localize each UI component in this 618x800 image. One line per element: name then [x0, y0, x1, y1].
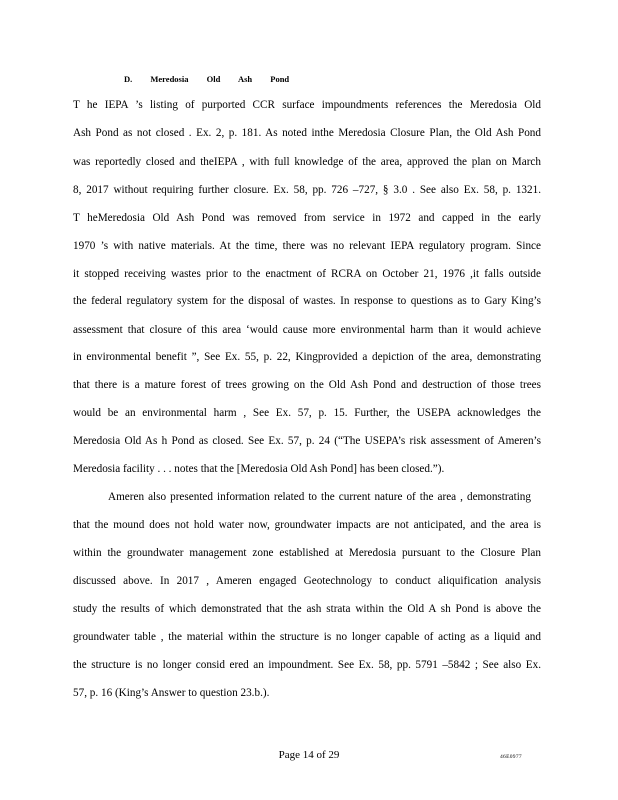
body-line-5: T heMeredosia Old Ash Pond was removed from service in 1972 and capped in the early: [73, 212, 541, 224]
body-line-17: within the groundwater management zone established at Meredosia pursuant to the Closure Plan: [73, 547, 541, 559]
body-line-11: that there is a mature forest of trees growing on the Old Ash Pond and destruction of those trees: [73, 379, 541, 391]
body-line-22: 57, p. 16 (King’s Answer to question 23.b.).: [73, 687, 270, 699]
body-line-14: Meredosia facility . . . notes that the [Meredosia Old Ash Pond] has been closed.”).: [73, 463, 445, 475]
body-line-8: the federal regulatory system for the disposal of wastes. In response to questions as to Gary King’s: [73, 295, 541, 307]
body-line-15: Ameren also presented information related to the current nature of the area , demonstrating: [108, 491, 531, 503]
body-line-2: Ash Pond as not closed . Ex. 2, p. 181. As noted inthe Meredosia Closure Plan, the Old Ash Pond: [73, 127, 541, 139]
body-line-13: Meredosia Old As h Pond as closed. See Ex. 57, p. 24 (“The USEPA’s risk assessment of Ameren’s: [73, 435, 541, 447]
body-line-4: 8, 2017 without requiring further closure. Ex. 58, pp. 726 –727, § 3.0 . See also Ex. 58, p. 1321.: [73, 184, 541, 196]
body-line-6: 1970 ’s with native materials. At the time, there was no relevant IEPA regulatory program. Since: [73, 240, 541, 252]
body-line-16: that the mound does not hold water now, groundwater impacts are not anticipated, and the area is: [73, 519, 541, 531]
body-line-20: groundwater table , the material within the structure is no longer capable of acting as a liquid and: [73, 631, 541, 643]
body-line-10: in environmental benefit ”, See Ex. 55, p. 22, Kingprovided a depiction of the area, demonstrating: [73, 351, 541, 363]
body-line-3: was reportedly closed and theIEPA , with full knowledge of the area, approved the plan on March: [73, 156, 541, 168]
document-number: 46E0977: [500, 754, 522, 760]
body-line-18: discussed above. In 2017 , Ameren engaged Geotechnology to conduct aliquification analysis: [73, 575, 541, 587]
section-heading: D. Meredosia Old Ash Pond: [124, 74, 290, 84]
body-line-1: T he IEPA ’s listing of purported CCR surface impoundments references the Meredosia Old: [73, 99, 541, 111]
body-line-9: assessment that closure of this area ‘would cause more environmental harm than it would achieve: [73, 324, 541, 336]
body-line-19: study the results of which demonstrated that the ash strata within the Old A sh Pond is above the: [73, 603, 541, 615]
body-line-21: the structure is no longer consid ered an impoundment. See Ex. 58, pp. 5791 –5842 ; See also Ex.: [73, 659, 541, 671]
page-footer: Page 14 of 29: [278, 749, 340, 761]
body-line-7: it stopped receiving wastes prior to the enactment of RCRA on October 21, 1976 ,it falls outside: [73, 268, 541, 280]
body-line-12: would be an environmental harm , See Ex. 57, p. 15. Further, the USEPA acknowledges the: [73, 407, 541, 419]
